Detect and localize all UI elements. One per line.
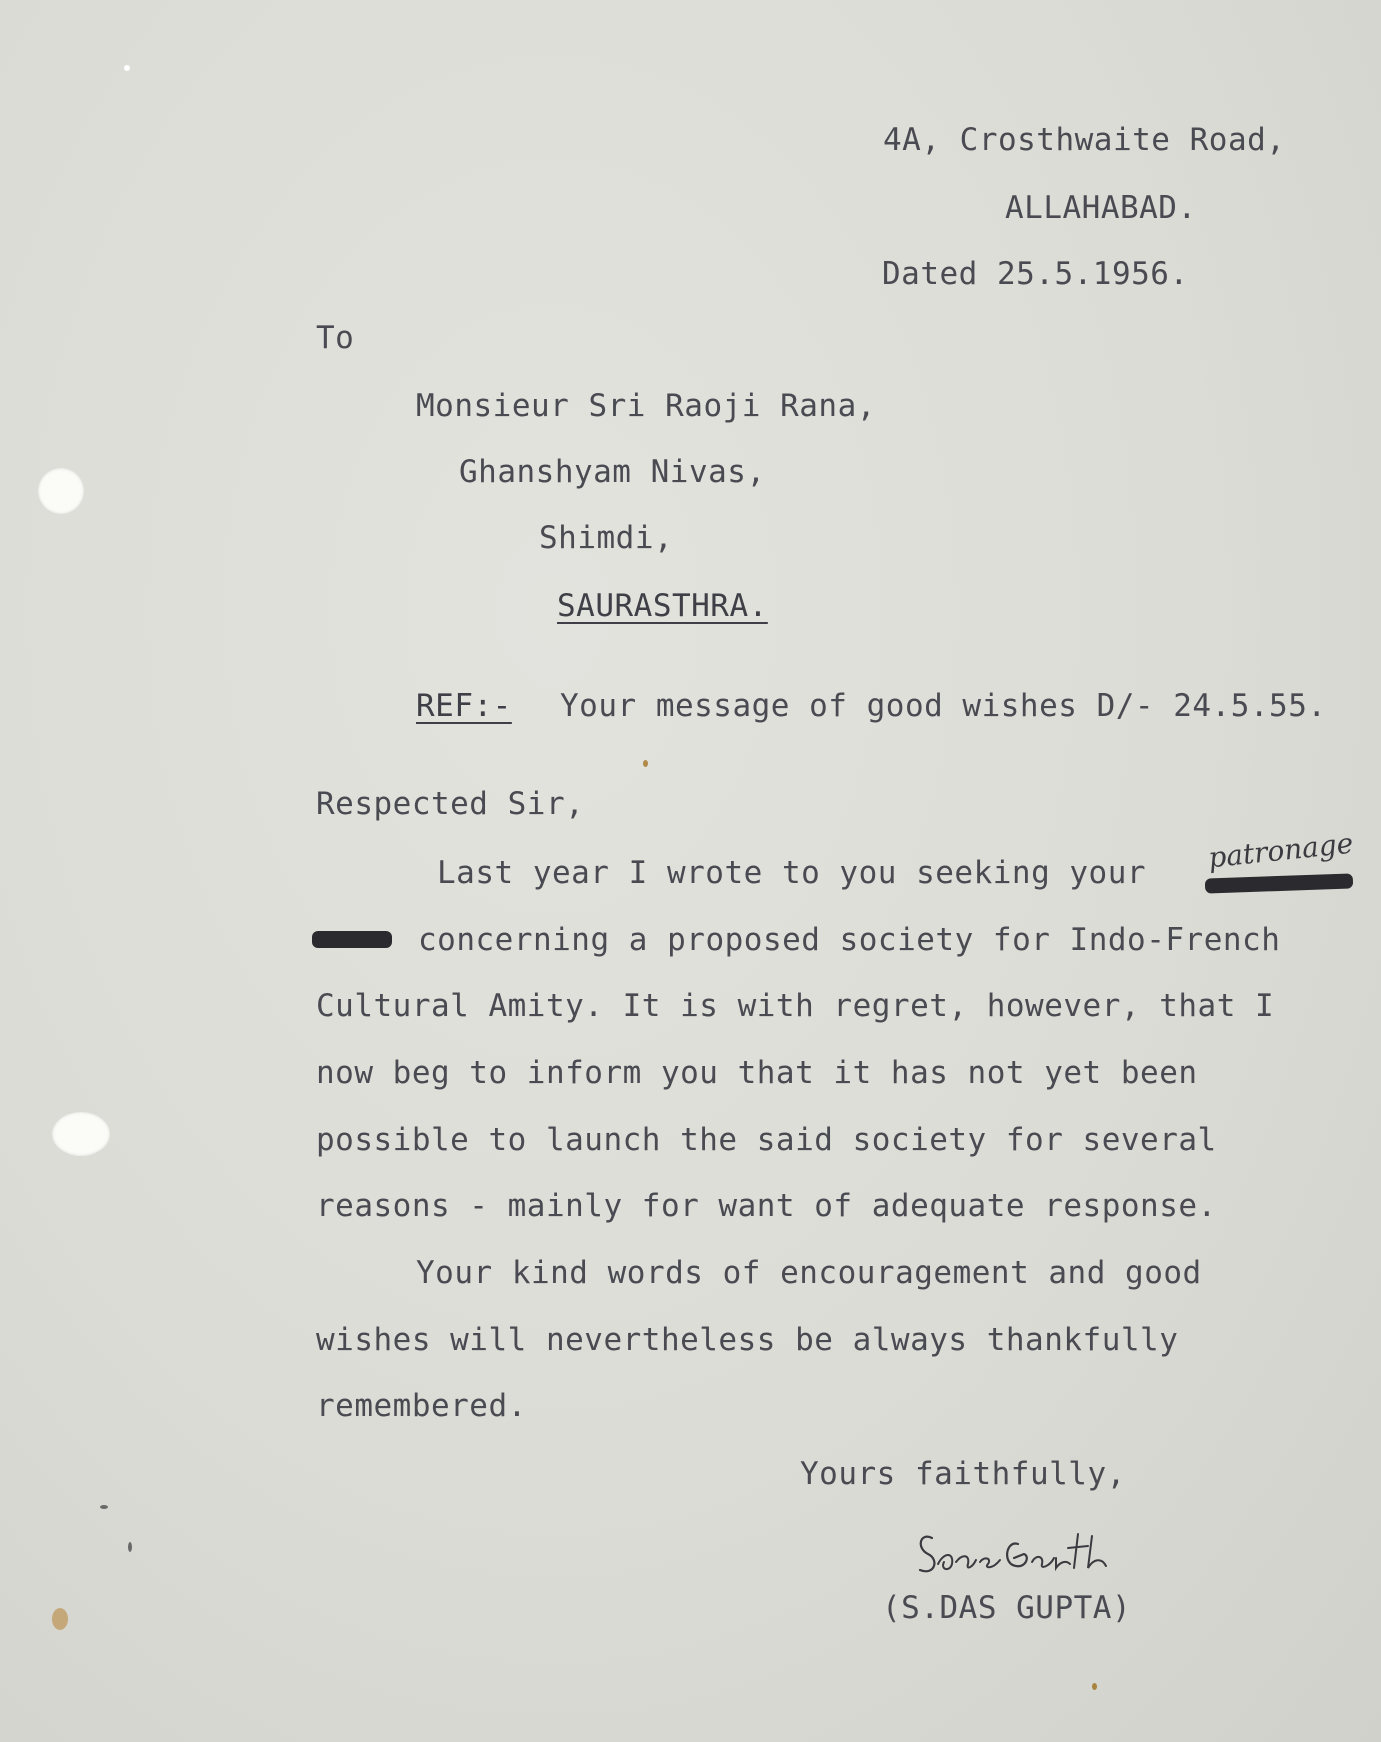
paper-speck — [128, 1542, 132, 1552]
sender-address-city: ALLAHABAD. — [1005, 190, 1197, 226]
signatory-name: (S.DAS GUPTA) — [882, 1590, 1132, 1626]
body-line-5: possible to launch the said society for several — [316, 1122, 1217, 1158]
paper-speck — [100, 1505, 108, 1509]
ref-label: REF:- — [416, 688, 512, 724]
recipient-name: Monsieur Sri Raoji Rana, — [416, 388, 876, 424]
salutation: Respected Sir, — [316, 786, 585, 822]
struck-out-word-1 — [1205, 873, 1353, 893]
body-line-1: Last year I wrote to you seeking your — [437, 855, 1147, 891]
letter-date: Dated 25.5.1956. — [882, 256, 1189, 292]
sender-address-street: 4A, Crosthwaite Road, — [883, 122, 1286, 158]
punch-hole-bottom — [52, 1112, 110, 1156]
paper-speck — [124, 65, 130, 71]
to-label: To — [316, 320, 355, 356]
body-line-2: concerning a proposed society for Indo-French — [418, 922, 1281, 958]
body-line-8: wishes will nevertheless be always thankfully — [316, 1322, 1179, 1358]
paper-speck — [1092, 1683, 1097, 1690]
punch-hole-top — [38, 468, 84, 514]
paper-speck — [643, 760, 648, 767]
body-line-6: reasons - mainly for want of adequate response. — [316, 1188, 1217, 1224]
recipient-region: SAURASTHRA. — [557, 588, 768, 624]
handwritten-signature — [910, 1518, 1130, 1588]
struck-out-word-2 — [312, 931, 392, 948]
body-line-9: remembered. — [316, 1388, 527, 1424]
recipient-house: Ghanshyam Nivas, — [459, 454, 766, 490]
closing: Yours faithfully, — [800, 1456, 1126, 1492]
recipient-town: Shimdi, — [539, 520, 674, 556]
body-line-3: Cultural Amity. It is with regret, however, that I — [316, 988, 1275, 1024]
ref-text: Your message of good wishes D/- 24.5.55. — [560, 688, 1327, 724]
handwritten-correction: patronage — [1206, 826, 1355, 875]
paper-speck — [52, 1608, 68, 1630]
body-line-4: now beg to inform you that it has not yet been — [316, 1055, 1198, 1091]
body-line-7: Your kind words of encouragement and good — [416, 1255, 1202, 1291]
